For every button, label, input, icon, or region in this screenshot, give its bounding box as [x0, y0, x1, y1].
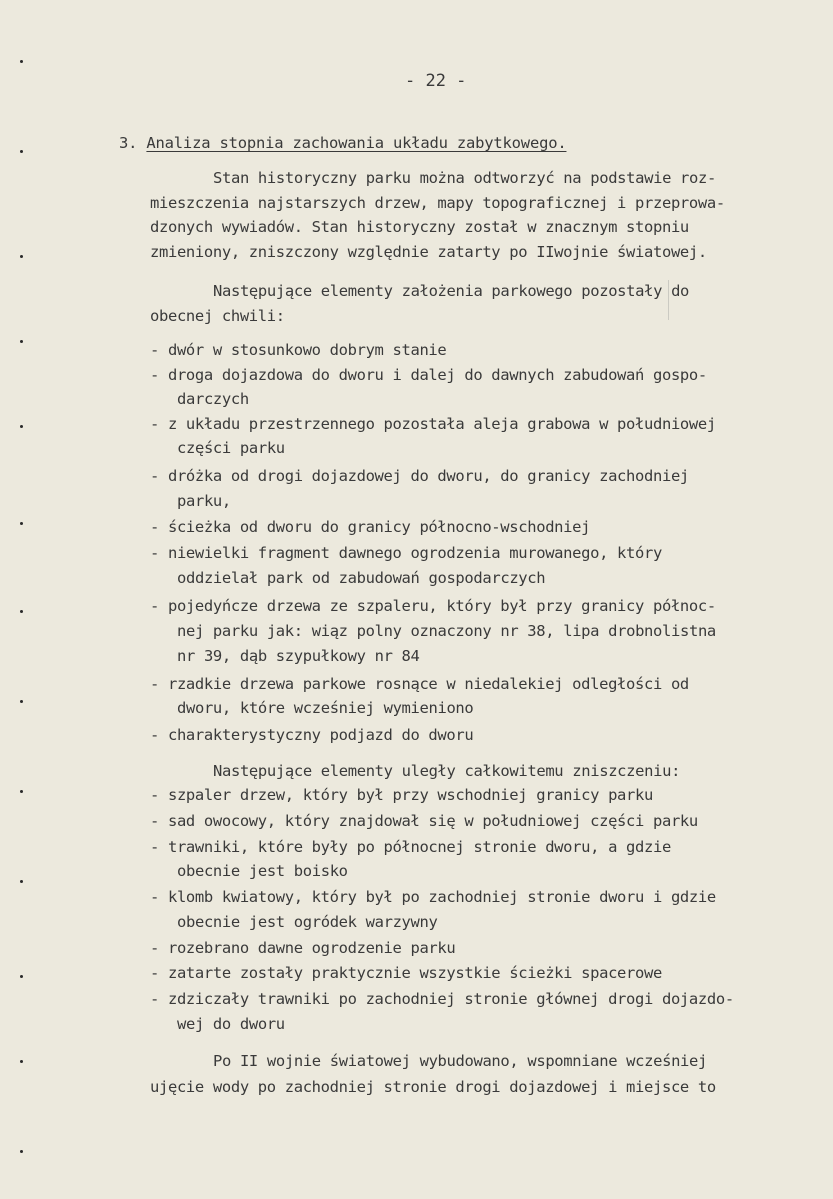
list-item: - rzadkie drzewa parkowe rosnące w niedalekiej odległości od — [150, 675, 689, 693]
margin-mark — [20, 790, 23, 793]
text-line: wej do dworu — [177, 1015, 285, 1033]
section-title: Analiza stopnia zachowania układu zabytkowego. — [146, 134, 567, 152]
text-line: dzonych wywiadów. Stan historyczny został w znacznym stopniu — [150, 218, 689, 236]
text-line: mieszczenia najstarszych drzew, mapy topograficznej i przeprowa- — [150, 194, 725, 212]
margin-mark — [20, 1150, 23, 1153]
margin-mark — [20, 60, 23, 63]
list-item: - szpaler drzew, który był przy wschodniej granicy parku — [150, 786, 653, 804]
text-line: parku, — [177, 492, 231, 510]
list-item: - z układu przestrzennego pozostała aleja grabowa w południowej — [150, 415, 716, 433]
margin-mark — [20, 610, 23, 613]
text-line: dworu, które wcześniej wymieniono — [177, 699, 474, 717]
list-item: - droga dojazdowa do dworu i dalej do dawnych zabudowań gospo- — [150, 366, 707, 384]
list-item: - zatarte zostały praktycznie wszystkie ścieżki spacerowe — [150, 964, 662, 982]
text-line: obecnie jest ogródek warzywny — [177, 913, 438, 931]
margin-mark — [20, 150, 23, 153]
list-item: - klomb kwiatowy, który był po zachodniej stronie dworu i gdzie — [150, 888, 716, 906]
section-heading — [119, 134, 566, 152]
text-line: Następujące elementy uległy całkowitemu zniszczeniu: — [213, 762, 681, 780]
text-line: obecnej chwili: — [150, 307, 285, 325]
text-line: nej parku jak: wiąz polny oznaczony nr 38, lipa drobnolistna — [177, 622, 716, 640]
text-line: obecnie jest boisko — [177, 862, 348, 880]
list-item: - zdziczały trawniki po zachodniej stronie głównej drogi dojazdo- — [150, 990, 734, 1008]
margin-mark — [20, 880, 23, 883]
text-line: ujęcie wody po zachodniej stronie drogi dojazdowej i miejsce to — [150, 1078, 716, 1096]
margin-mark — [20, 255, 23, 258]
list-item: - dwór w stosunkowo dobrym stanie — [150, 341, 447, 359]
list-item: - niewielki fragment dawnego ogrodzenia murowanego, który — [150, 544, 662, 562]
text-line: części parku — [177, 439, 285, 457]
page-number: - 22 - — [405, 71, 467, 91]
text-line: zmieniony, zniszczony względnie zatarty po IIwojnie światowej. — [150, 243, 707, 261]
text-line: oddzielał park od zabudowań gospodarczych — [177, 569, 546, 587]
margin-mark — [20, 1060, 23, 1063]
text-line: Po II wojnie światowej wybudowano, wspomniane wcześniej — [213, 1052, 707, 1070]
list-item: - pojedyńcze drzewa ze szpaleru, który był przy granicy północ- — [150, 597, 716, 615]
list-item: - rozebrano dawne ogrodzenie parku — [150, 939, 456, 957]
text-line: Następujące elementy założenia parkowego pozostały do — [213, 282, 690, 300]
list-item: - dróżka od drogi dojazdowej do dworu, do granicy zachodniej — [150, 467, 689, 485]
margin-mark — [20, 700, 23, 703]
list-item: - ścieżka od dworu do granicy północno-wschodniej — [150, 518, 591, 536]
list-item: - trawniki, które były po północnej stronie dworu, a gdzie — [150, 838, 671, 856]
text-line: darczych — [177, 390, 249, 408]
text-line: Stan historyczny parku można odtworzyć na podstawie roz- — [213, 169, 716, 187]
list-item: - charakterystyczny podjazd do dworu — [150, 726, 474, 744]
margin-mark — [20, 975, 23, 978]
margin-mark — [20, 340, 23, 343]
list-item: - sad owocowy, który znajdował się w południowej części parku — [150, 812, 698, 830]
margin-mark — [20, 425, 23, 428]
section-number: 3. — [119, 134, 138, 152]
margin-mark — [20, 522, 23, 525]
text-line: nr 39, dąb szypułkowy nr 84 — [177, 647, 420, 665]
